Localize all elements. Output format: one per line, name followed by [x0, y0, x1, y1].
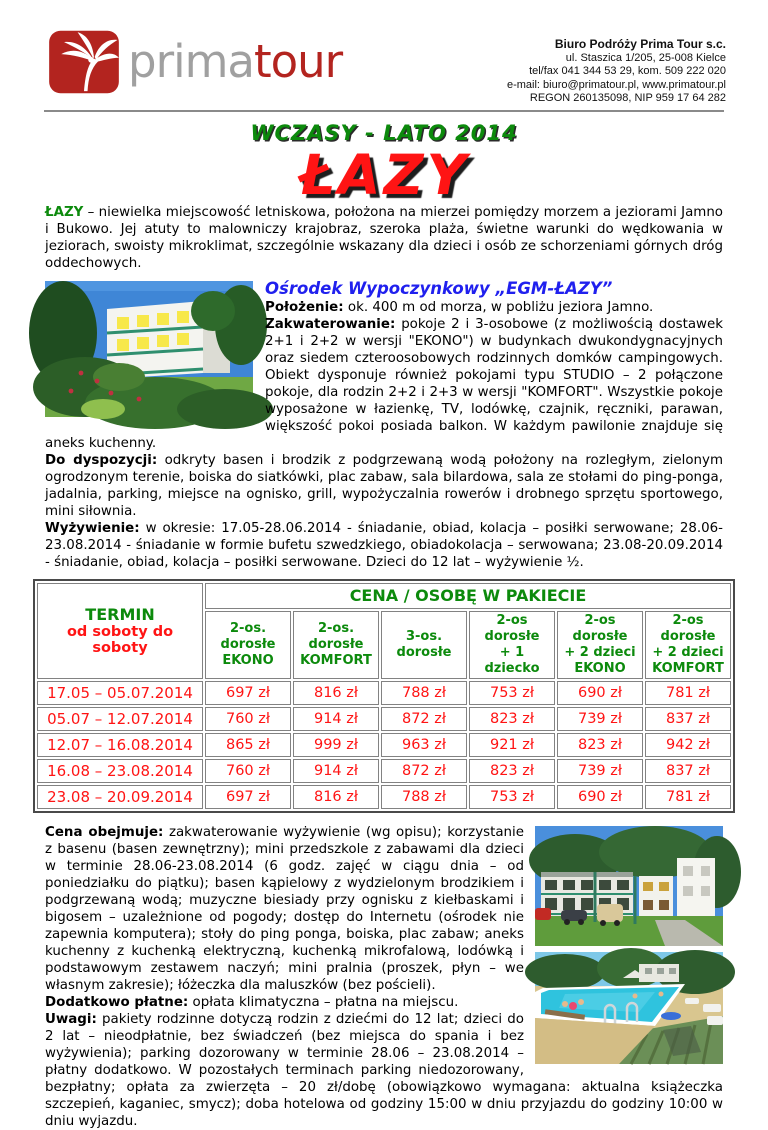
price-table-wrap [33, 579, 735, 813]
meals-text: w okresie: 17.05-28.06.2014 - śniadanie, obiad, kolacja – posiłki serwowane; 28.06-23.08.2014 - śniadanie w formie bufetu szwedzkiego, obiadokolacja – serwowana; 23.08-20.09.2014 - śniadanie, obiad, kolacja – posiłki serwowane. Dzieci do 12 lat – wyżywienie ½. [45, 520, 723, 570]
column-header: 3-os. dorosłe [381, 611, 467, 679]
price-includes-label: Cena obejmuje: [45, 824, 164, 840]
header-divider [44, 110, 724, 112]
brand-tour: tour [253, 35, 343, 88]
column-header: 2-os dorosłe + 1 dziecko [469, 611, 555, 679]
company-regon-nip: REGON 260135098, NIP 959 17 64 282 [529, 92, 726, 104]
price-cell: 760 zł [205, 759, 291, 783]
term-cell: 17.05 – 05.07.2014 [37, 681, 203, 705]
price-cell: 823 zł [469, 707, 555, 731]
table-row [37, 681, 731, 705]
season-title: WCZASY - LATO 2014 [250, 120, 518, 145]
pavilions-with-cars-photo [535, 826, 723, 946]
price-cell: 781 zł [645, 785, 731, 809]
company-info [507, 30, 726, 106]
price-cell: 760 zł [205, 707, 291, 731]
facilities-paragraph [45, 452, 723, 520]
price-span-header: CENA / OSOBĘ W PAKIECIE [205, 583, 731, 609]
term-cell: 23.08 – 20.09.2014 [37, 785, 203, 809]
resort-building-photo [45, 281, 253, 417]
location-label: Położenie: [265, 299, 344, 315]
column-header: 2-os dorosłe + 2 dzieci EKONO [557, 611, 643, 679]
intro-paragraph [45, 204, 723, 272]
location-text: ok. 400 m od morza, w pobliżu jeziora Jamno. [347, 299, 654, 315]
price-cell: 788 zł [381, 785, 467, 809]
price-cell: 739 zł [557, 707, 643, 731]
price-cell: 753 zł [469, 785, 555, 809]
company-email-web: e-mail: biuro@primatour.pl, www.primatour.pl [506, 78, 726, 91]
price-cell: 816 zł [293, 681, 379, 705]
document-body [0, 204, 768, 571]
price-cell: 690 zł [557, 681, 643, 705]
page-header [0, 0, 768, 106]
facilities-label: Do dyspozycji: [45, 452, 158, 468]
facilities-text: odkryty basen i brodzik z podgrzewaną wodą położony na rozległym, zielonym ogrodzonym terenie, boiska do siatkówki, plac zabaw, sala bilardowa, sala ze stołami do ping-ponga, jadalnia, parking, miejsce na ognisko, grill, wypożyczalnia rowerów i drobnego sprzętu sportowego, mini siłownia. [45, 452, 723, 519]
price-cell: 872 zł [381, 707, 467, 731]
brand-prima: prima [128, 35, 254, 88]
resort-section [45, 279, 723, 452]
price-cell: 739 zł [557, 759, 643, 783]
price-cell: 942 zł [645, 733, 731, 757]
palm-tree-icon [48, 30, 120, 94]
price-cell: 697 zł [205, 681, 291, 705]
company-address: ul. Staszica 1/205, 25-008 Kielce [565, 51, 726, 64]
brand-wordmark [128, 32, 342, 92]
notes-text: pakiety rodzinne dotyczą rodzin z dziećmi do 12 lat; dzieci do 2 lat – nieodpłatnie, bez świadczeń (bez miejsca do spania i bez wyżywienia); parking dozorowany w terminie 28.06 – 23.08.2014 – płatny dodatkowo. W pozostałych terminach parking niedozorowany, bezpłatny; opłata za zwierzęta – 20 zł/dobę (obowiązkowo wymagana: aktualna książeczka szczepień, kaganiec, smycz); doba hotelowa od godziny 15:00 w dniu przyjazdu do godziny 10:00 w dniu wyjazdu. [45, 1011, 723, 1129]
table-row [37, 759, 731, 783]
company-name: Biuro Podróży Prima Tour s.c. [554, 37, 726, 51]
termin-header-cell [37, 583, 203, 679]
meals-label: Wyżywienie: [45, 520, 140, 536]
intro-lead: ŁAZY [45, 204, 84, 220]
price-cell: 690 zł [557, 785, 643, 809]
intro-text: – niewielka miejscowość letniskowa, położona na mierzei pomiędzy morzem a jeziorami Jamno i Bukowo. Jej atuty to malowniczy krajobraz, szeroka plaża, świetne warunki do wędkowania w jeziorach, swoisty mikroklimat, szczególnie wskazany dla dzieci i osób ze schorzeniami górnych dróg oddechowych. [45, 204, 723, 271]
price-cell: 865 zł [205, 733, 291, 757]
meals-paragraph [45, 520, 723, 571]
price-cell: 697 zł [205, 785, 291, 809]
price-cell: 823 zł [469, 759, 555, 783]
column-header: 2-os. dorosłe EKONO [205, 611, 291, 679]
page-title: ŁAZY [298, 142, 470, 207]
side-photos [535, 826, 723, 1064]
price-cell: 963 zł [381, 733, 467, 757]
price-cell: 921 zł [469, 733, 555, 757]
price-cell: 753 zł [469, 681, 555, 705]
table-row [37, 707, 731, 731]
accommodation-text: pokoje 2 i 3-osobowe (z możliwością dostawek 2+1 i 2+2 w wersji "EKONO") w budynkach dwukondygnacyjnych oraz siedem czteroosobowych rodzinnych domków campingowych. Obiekt dysponuje również pokojami typu STUDIO – 2 połączone pokoje, dla rodzin 2+2 i 2+3 w wersji "KOMFORT". Wszystkie pokoje wyposażone w łazienkę, TV, lodówkę, czajnik, ręczniki, parawan, większość pokoi posiada balkon. W każdym pawilonie znajduje się aneks kuchenny. [45, 316, 723, 451]
details-section [0, 824, 768, 1130]
price-cell: 781 zł [645, 681, 731, 705]
price-cell: 837 zł [645, 707, 731, 731]
term-cell: 16.08 – 23.08.2014 [37, 759, 203, 783]
termin-subtitle: od soboty do soboty [66, 624, 174, 656]
price-includes-text: zakwaterowanie wyżywienie (wg opisu); korzystanie z basenu (basen zewnętrzny); mini przedszkole z zabawami dla dzieci w terminie 28.06-23.08.2014 (6 godz. zajęć w ciągu dnia – od poniedziałku do piątku); basen kąpielowy z wydzielonym brodzikiem i podgrzewaną wodą; muzyczne biesiady przy ognisku z kiełbaskami i bigosem – uzależnione od pogody; dostęp do Internetu (ośrodek nie zapewnia komputera); stoły do ping ponga, boiska, plac zabaw; aneks kuchenny z kuchenką elektryczną, kuchenką mikrofalową, lodówką i podstawowym zestawem naczyń; mini pralnia (proszek, płyn – we własnym zakresie); łóżeczka dla maluszków (bez pościeli). [45, 824, 524, 993]
company-phones: tel/fax 041 344 53 29, kom. 509 222 020 [529, 65, 726, 77]
table-row [37, 733, 731, 757]
accommodation-label: Zakwaterowanie: [265, 316, 396, 332]
termin-title: TERMIN [85, 605, 155, 624]
price-cell: 914 zł [293, 707, 379, 731]
price-cell: 837 zł [645, 759, 731, 783]
price-cell: 999 zł [293, 733, 379, 757]
extra-charges-label: Dodatkowo płatne: [45, 994, 189, 1010]
primatour-logo [48, 30, 342, 94]
outdoor-pool-photo [535, 952, 723, 1064]
table-row [37, 785, 731, 809]
price-cell: 816 zł [293, 785, 379, 809]
price-cell: 823 zł [557, 733, 643, 757]
price-cell: 872 zł [381, 759, 467, 783]
price-cell: 914 zł [293, 759, 379, 783]
column-header: 2-os. dorosłe KOMFORT [293, 611, 379, 679]
price-cell: 788 zł [381, 681, 467, 705]
term-cell: 12.07 – 16.08.2014 [37, 733, 203, 757]
price-table [33, 579, 735, 813]
term-cell: 05.07 – 12.07.2014 [37, 707, 203, 731]
table-header-row-1 [37, 583, 731, 609]
resort-heading: Ośrodek Wypoczynkowy „EGM-ŁAZY” [265, 278, 613, 298]
notes-label: Uwagi: [45, 1011, 97, 1027]
column-header: 2-os dorosłe + 2 dzieci KOMFORT [645, 611, 731, 679]
extra-charges-text: opłata klimatyczna – płatna na miejscu. [192, 994, 459, 1010]
